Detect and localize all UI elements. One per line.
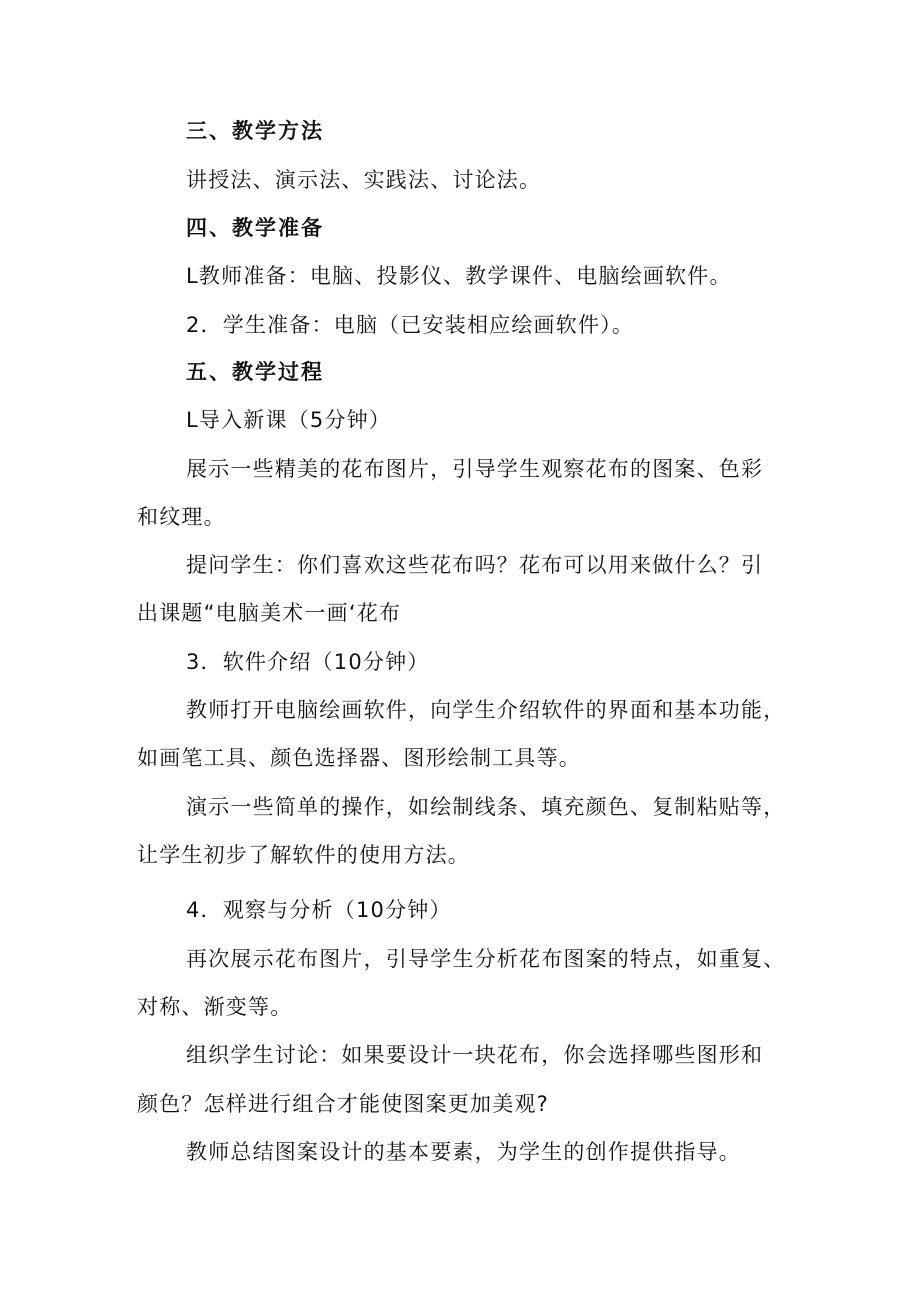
step-software-paragraph-2-line-1: 演示一些简单的操作，如绘制线条、填充颜色、复制粘贴等， [186,795,786,819]
student-preparation-text: 2．学生准备：电脑（已安装相应绘画软件）。 [186,313,635,337]
step-software-paragraph-1-line-2: 如画笔工具、颜色选择器、图形绘制工具等。 [137,746,581,770]
step-intro-paragraph-1-line-1: 展示一些精美的花布图片，引导学生观察花布的图案、色彩 [186,457,764,481]
step-observe-paragraph-1-line-2: 对称、渐变等。 [137,995,293,1019]
step-observe-paragraph-1-line-1: 再次展示花布图片，引导学生分析花布图案的特点，如重复、 [186,947,786,971]
teacher-preparation-text: L教师准备：电脑、投影仪、教学课件、电脑绘画软件。 [186,264,732,288]
step-software-title: 3．软件介绍（10分钟） [186,650,430,674]
step-observe-paragraph-2-line-2: 颜色？怎样进行组合才能使图案更加美观? [137,1092,549,1116]
step-observe-title: 4．观察与分析（10分钟） [186,898,452,922]
step-intro-paragraph-1-line-2: 和纹理。 [137,505,226,529]
step-intro-paragraph-2-line-1: 提问学生：你们喜欢这些花布吗？花布可以用来做什么？引 [186,553,764,577]
step-intro-paragraph-2-line-2: 出课题“电脑美术一画‘花布 [137,601,402,625]
step-observe-paragraph-2-line-1: 组织学生讨论：如果要设计一块花布，你会选择哪些图形和 [186,1043,764,1067]
section-heading-teaching-process: 五、教学过程 [186,360,324,384]
section-heading-teaching-preparation: 四、教学准备 [186,216,324,240]
step-software-paragraph-1-line-1: 教师打开电脑绘画软件，向学生介绍软件的界面和基本功能， [186,698,786,722]
teaching-methods-text: 讲授法、演示法、实践法、讨论法。 [186,168,542,192]
step-software-paragraph-2-line-2: 让学生初步了解软件的使用方法。 [137,843,470,867]
step-observe-paragraph-3-line-1: 教师总结图案设计的基本要素，为学生的创作提供指导。 [186,1140,741,1164]
section-heading-teaching-methods: 三、教学方法 [186,119,324,143]
step-intro-title: L导入新课（5分钟） [186,408,392,432]
